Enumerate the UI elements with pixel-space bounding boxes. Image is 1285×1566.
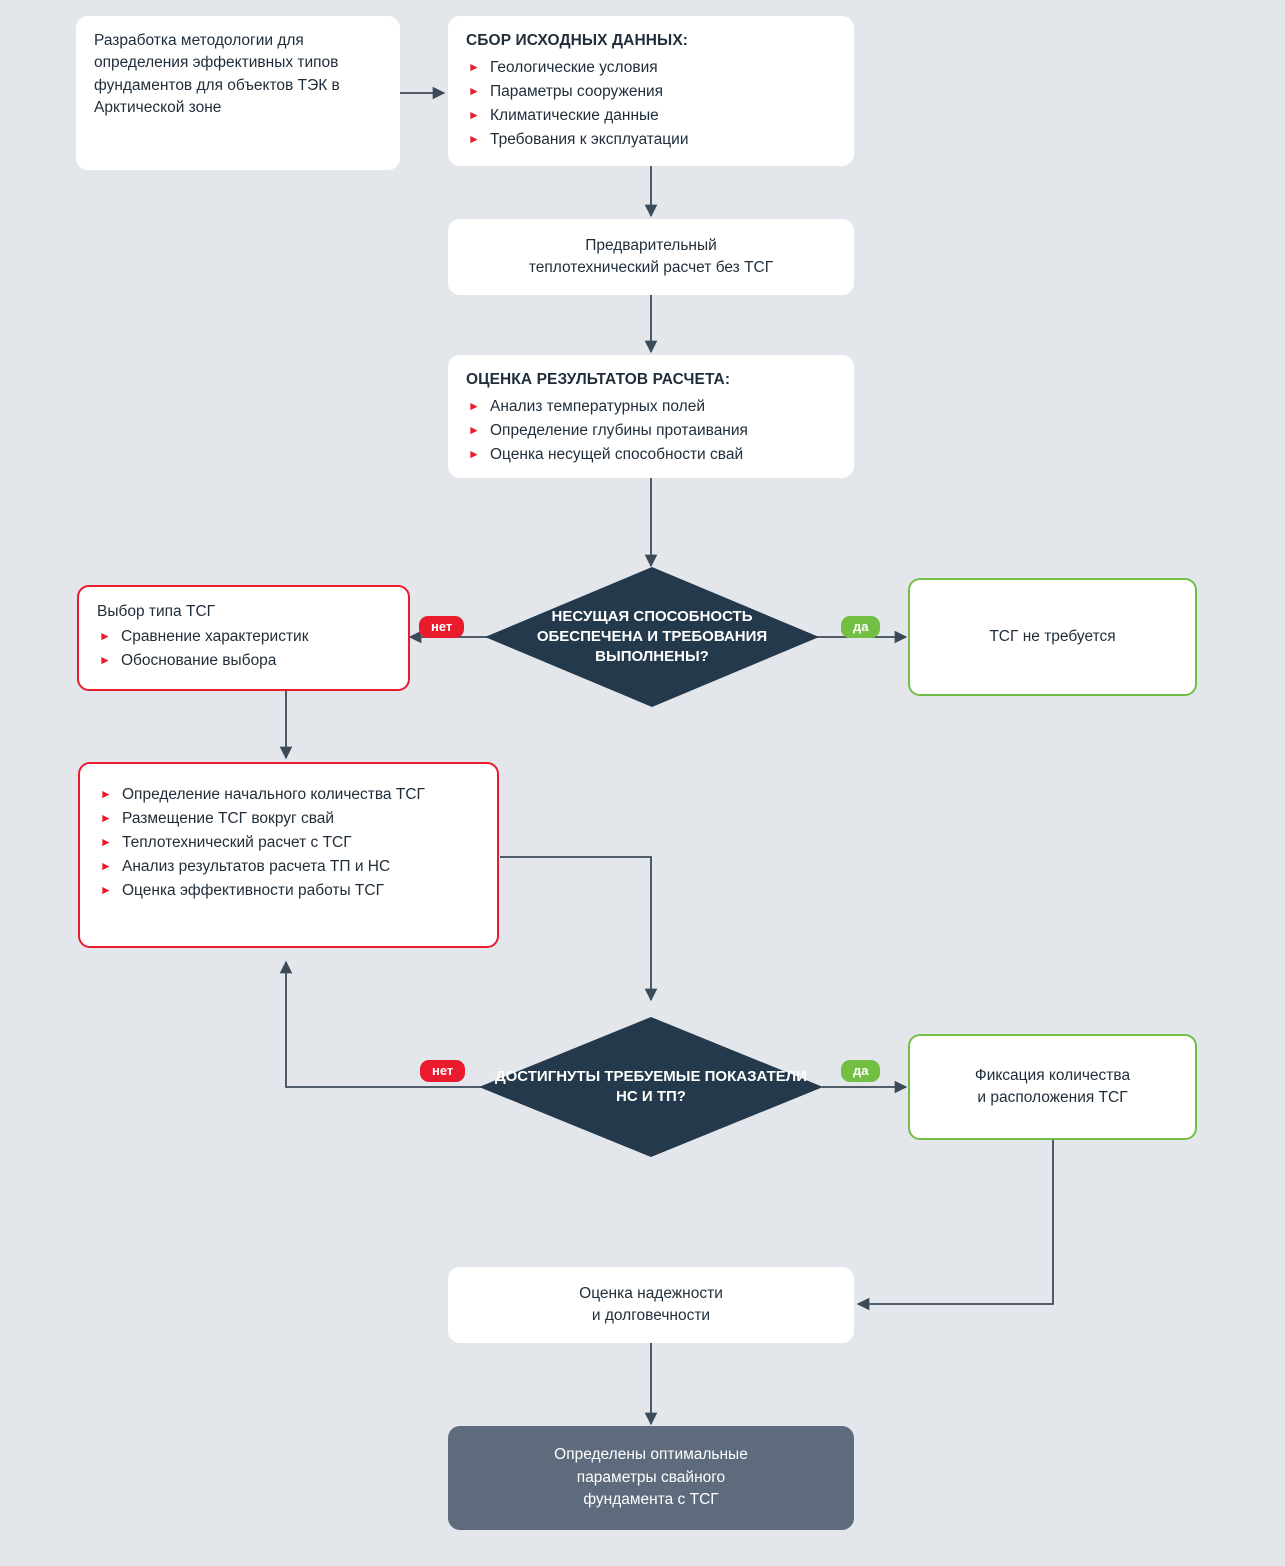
node-fixation xyxy=(908,1034,1197,1140)
edge-label-no-1: нет xyxy=(419,616,464,638)
bullet-arrow-icon: ► xyxy=(468,399,480,414)
bullet-arrow-icon: ► xyxy=(100,882,112,897)
node-no-tsg-required xyxy=(908,578,1197,696)
decision-bearing-capacity-text: НЕСУЩАЯ СПОСОБНОСТЬ ОБЕСПЕЧЕНА И ТРЕБОВАНИЯ ВЫПОЛНЕНЫ? xyxy=(536,607,768,666)
node-evaluation xyxy=(448,355,854,478)
bullet-arrow-icon: ► xyxy=(100,810,112,825)
node-reliability-line1: Оценка надежности xyxy=(579,1284,723,1302)
bullet-arrow-icon: ► xyxy=(468,84,480,99)
node-fixation-line1: Фиксация количества xyxy=(974,1066,1131,1084)
decision-bearing-capacity xyxy=(485,567,819,707)
bullet-arrow-icon: ► xyxy=(468,423,480,438)
list-item: ► Требования к эксплуатации xyxy=(468,131,689,149)
bullet-arrow-icon: ► xyxy=(468,132,480,147)
list-item: ► Параметры сооружения xyxy=(468,83,664,101)
edge-label-yes-1: да xyxy=(841,616,880,638)
bullet-arrow-icon: ► xyxy=(99,629,111,644)
list-item: ► Определение начального количества ТСГ xyxy=(100,786,425,803)
node-result-line1: Определены оптимальные xyxy=(554,1446,748,1464)
list-item: ► Климатические данные xyxy=(468,107,659,125)
edge-label-yes-2: да xyxy=(841,1060,880,1082)
node-input-data xyxy=(448,16,854,166)
node-tsg-design xyxy=(78,762,499,948)
decision-target-indicators xyxy=(479,1017,823,1157)
node-tsg-type-choice-title: Выбор типа ТСГ xyxy=(97,603,216,620)
list-item: ► Оценка несущей способности свай xyxy=(468,446,744,464)
list-item: ► Сравнение характеристик xyxy=(99,628,309,646)
node-evaluation-list xyxy=(466,397,836,466)
bullet-arrow-icon: ► xyxy=(100,787,112,801)
decision-target-indicators-text: ДОСТИГНУТЫ ТРЕБУЕМЫЕ ПОКАЗАТЕЛИ НС И ТП? xyxy=(494,1067,808,1105)
node-tsg-design-list xyxy=(98,785,479,902)
list-item: ► Размещение ТСГ вокруг свай xyxy=(100,809,335,827)
node-start xyxy=(76,16,400,170)
node-result xyxy=(448,1426,854,1530)
node-preliminary-calculation-line2: теплотехнический расчет без ТСГ xyxy=(528,259,774,276)
node-reliability-line2: и долговечности xyxy=(591,1307,711,1324)
bullet-arrow-icon: ► xyxy=(99,653,111,668)
node-result-line3: фундамента с ТСГ xyxy=(583,1491,719,1509)
list-item: ► Теплотехнический расчет с ТСГ xyxy=(100,833,352,851)
bullet-arrow-icon: ► xyxy=(100,834,112,849)
node-preliminary-calculation xyxy=(448,219,854,295)
list-item: ► Анализ температурных полей xyxy=(468,398,705,416)
node-no-tsg-required-text: ТСГ не требуется xyxy=(989,627,1116,645)
bullet-arrow-icon: ► xyxy=(100,858,112,873)
bullet-arrow-icon: ► xyxy=(468,447,480,462)
list-item: ► Геологические условия xyxy=(468,59,658,77)
node-reliability xyxy=(448,1267,854,1343)
node-preliminary-calculation-line1: Предварительный xyxy=(585,236,717,254)
bullet-arrow-icon: ► xyxy=(468,108,480,123)
node-tsg-type-choice-list xyxy=(97,627,390,672)
node-start-text: Разработка методологии для определения эффективных типов фундаментов для объектов ТЭК в Арктической зоне xyxy=(94,32,340,117)
list-item: ► Анализ результатов расчета ТП и НС xyxy=(100,857,391,875)
list-item: ► Определение глубины протаивания xyxy=(468,422,748,440)
edge-label-no-2: нет xyxy=(420,1060,465,1082)
bullet-arrow-icon: ► xyxy=(468,60,480,75)
list-item: ► Обоснование выбора xyxy=(99,652,277,670)
node-input-data-list xyxy=(466,58,836,151)
node-fixation-line2: и расположения ТСГ xyxy=(977,1089,1128,1106)
list-item: ► Оценка эффективности работы ТСГ xyxy=(100,881,384,899)
node-input-data-title: СБОР ИСХОДНЫХ ДАННЫХ: xyxy=(466,32,689,49)
node-result-line2: параметры свайного xyxy=(576,1468,726,1486)
node-evaluation-title: ОЦЕНКА РЕЗУЛЬТАТОВ РАСЧЕТА: xyxy=(466,371,731,388)
node-tsg-type-choice xyxy=(77,585,410,691)
